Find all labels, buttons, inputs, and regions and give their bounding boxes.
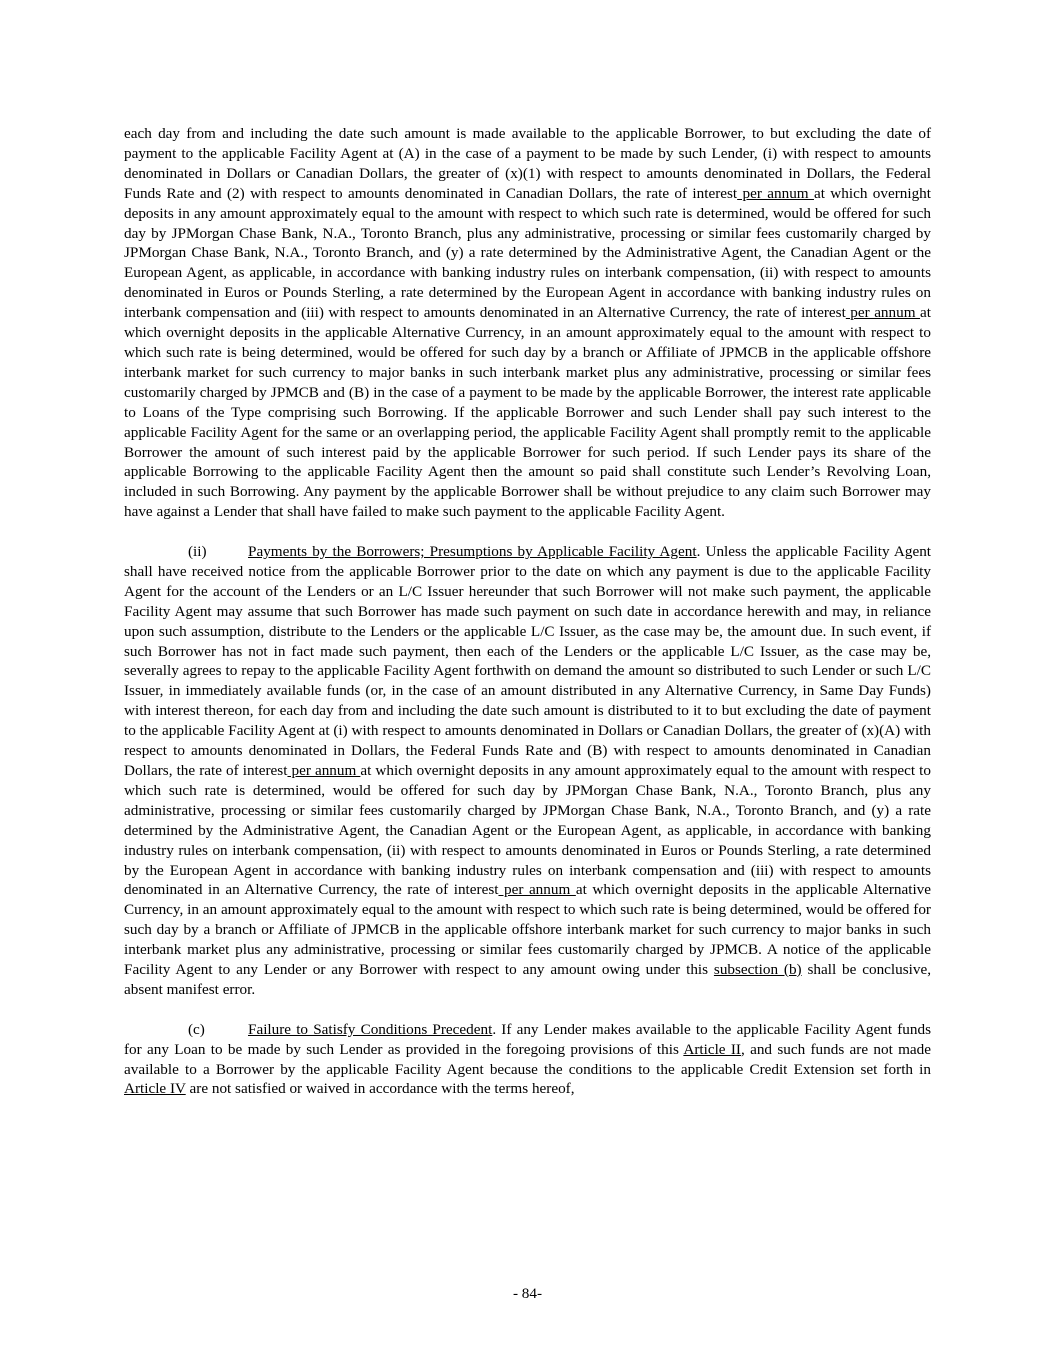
text-run: . Unless the applicable Facility Agent shall have received notice from the applicable Borrower prior to the date on which any payment is due to the applicable Facility Agent for the account of the Lenders or an L/C Issuer hereunder that such Borrower will not make such payment, the applicable Facility Agent may assume that such Borrower has made such payment on such date in accordance herewith and may, in reliance upon such assumption, distribute to the Lenders or the applicable L/C Issuer, as the case may be, the amount due. In such event, if such Borrower has not in fact made such payment, then each of the Lenders or the applicable L/C Issuer, as the case may be, severally agrees to repay to the applicable Facility Agent forthwith on demand the amount so distributed to such Lender or such L/C Issuer, in immediately available funds (or, in the case of an amount distributed in any Alternative Currency, in Same Day Funds) with interest thereon, for each day from and including the date such amount is distributed to it to but excluding the date of payment to the applicable Facility Agent at (i) with respect to amounts denominated in Dollars or Canadian Dollars, the greater of (x)(A) with respect to amounts denominated in Dollars, the Federal Funds Rate and (B) with respect to amounts denominated in Canadian Dollars, the rate of interest: [124, 543, 932, 779]
paragraph-payments-by-borrowers: [124, 542, 931, 1000]
paragraph-failure-conditions: [124, 1020, 931, 1100]
paragraph-number: (c): [188, 1020, 205, 1038]
text-run: shall be conclusive, absent manifest error.: [124, 961, 931, 998]
underlined-term: per annum: [737, 184, 814, 202]
text-run: at which overnight deposits in any amount approximately equal to the amount with respect to which such rate is determined, would be offered for such day by JPMorgan Chase Bank, N.A., Toronto Branch, plus any administrative, processing or similar fees customarily charged by JPMorgan Chase Bank, N.A., Toronto Branch, and (y) a rate determined by the Administrative Agent, the Canadian Agent or the European Agent, as applicable, in accordance with banking industry rules on interbank compensation, (ii) with respect to amounts denominated in Euros or Pounds Sterling, a rate determined by the European Agent in accordance with banking industry rules on interbank compensation and (iii) with respect to amounts denominated in an Alternative Currency, the rate of interest: [124, 761, 931, 899]
underlined-term: per annum: [498, 881, 576, 899]
paragraph-number: (ii): [188, 543, 207, 561]
text-run: at which overnight deposits in the applicable Alternative Currency, in an amount approximately equal to the amount with respect to which such rate is being determined, would be offered for such day by a branch or Affiliate of JPMCB in the applicable offshore interbank market for such currency to major banks in such interbank market plus any administrative, processing or similar fees customarily charged by JPMCB. A notice of the applicable Facility Agent to any Lender or any Borrower with respect to any amount owing under this: [124, 881, 932, 979]
paragraph-continuation: [124, 124, 931, 522]
text-run: are not satisfied or waived in accordance with the terms hereof,: [185, 1080, 575, 1098]
underlined-term: per annum: [287, 761, 361, 779]
text-run: at which overnight deposits in the applicable Alternative Currency, in an amount approximately equal to the amount with respect to which such rate is being determined, would be offered for such day by a branch or Affiliate of JPMCB in the applicable offshore interbank market for such currency to major banks in such interbank market plus any administrative, processing or similar fees customarily charged by JPMCB and (B) in the case of a payment to be made by the applicable Borrower, the interest rate applicable to Loans of the Type comprising such Borrowing. If the applicable Borrower and such Lender shall pay such interest to the applicable Facility Agent for the same or an overlapping period, the applicable Facility Agent shall promptly remit to the applicable Borrower the amount of such interest paid by the applicable Borrower for such period. If such Lender pays its share of the applicable Borrowing to the applicable Facility Agent then the amount so paid shall constitute such Lender’s Revolving Loan, included in such Borrowing. Any payment by the applicable Borrower shall be without prejudice to any claim such Borrower may have against a Lender that shall have failed to make such payment to the applicable Facility Agent.: [124, 304, 932, 521]
text-run: each day from and including the date such amount is made available to the applicable Borrower, to but excluding the date of payment to the applicable Facility Agent at (A) in the case of a payment to be made by such Lender, (i) with respect to amounts denominated in Dollars or Canadian Dollars, the greater of (x)(1) with respect to amounts denominated in Dollars, the Federal Funds Rate and (2) with respect to amounts denominated in Canadian Dollars, the rate of interest: [124, 125, 931, 202]
paragraph-heading: Failure to Satisfy Conditions Precedent: [248, 1020, 493, 1038]
cross-reference: subsection (b): [713, 961, 802, 979]
paragraph-heading: Payments by the Borrowers; Presumptions by Applicable Facility Agent: [248, 543, 697, 561]
cross-reference: Article IV: [124, 1080, 186, 1098]
text-run: at which overnight deposits in any amount approximately equal to the amount with respect to which such rate is determined, would be offered for such day by JPMorgan Chase Bank, N.A., Toronto Branch, plus any administrative, processing or similar fees customarily charged by JPMorgan Chase Bank, N.A., Toronto Branch, and (y) a rate determined by the Administrative Agent, the Canadian Agent or the European Agent, as applicable, in accordance with banking industry rules on interbank compensation, (ii) with respect to amounts denominated in Euros or Pounds Sterling, a rate determined by the European Agent in accordance with banking industry rules on interbank compensation and (iii) with respect to amounts denominated in an Alternative Currency, the rate of interest: [124, 184, 931, 322]
underlined-term: per annum: [845, 304, 921, 322]
text-run: , and such funds are not made available to a Borrower by the applicable Facility Agent because the conditions to the applicable Credit Extension set forth in: [124, 1040, 932, 1078]
text-run: . If any Lender makes available to the applicable Facility Agent funds for any Loan to be made by such Lender as provided in the foregoing provisions of this: [124, 1020, 931, 1058]
cross-reference: Article II: [683, 1040, 741, 1058]
body-text: [124, 124, 931, 1099]
page-number: - 84-: [512, 1285, 543, 1302]
